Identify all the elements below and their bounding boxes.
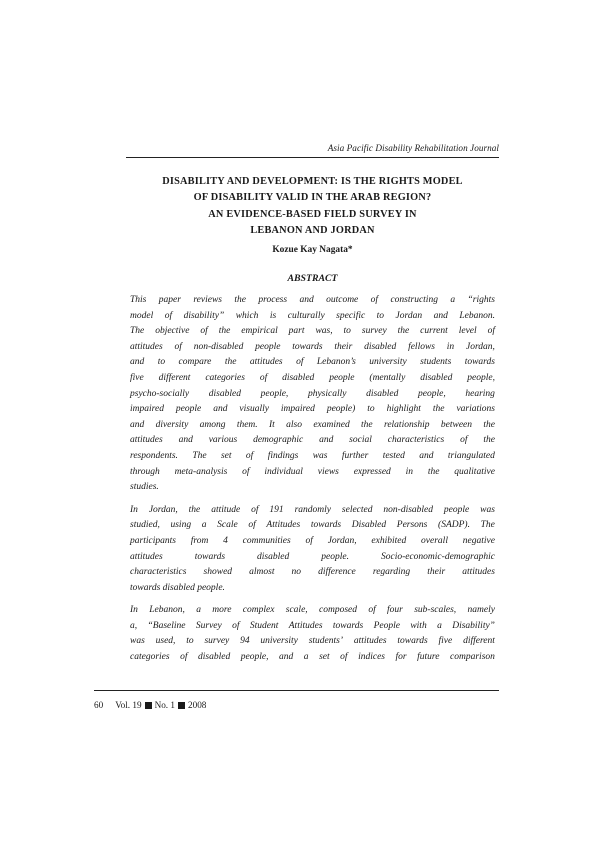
text-line: In Lebanon, a more complex scale, composed of four sub-scales, namely — [130, 605, 495, 616]
text-line: studies. — [130, 482, 159, 493]
text-line: psycho-socially disabled people, physically disabled people, hearing — [130, 388, 495, 399]
text-line: studied, using a Scale of Attitudes towards Disabled Persons (SADP). The — [130, 520, 495, 531]
text-line: characteristics showed almost no difference regarding their attitudes — [130, 567, 495, 578]
text-line: attitudes and various demographic and social characteristics of the — [130, 435, 495, 446]
issue-label: No. 1 — [154, 700, 175, 710]
header-rule — [126, 157, 499, 158]
title-line: LEBANON AND JORDAN — [250, 224, 375, 236]
year-label: 2008 — [188, 700, 207, 710]
article-title — [110, 174, 515, 239]
text-line: respondents. The set of findings was further tested and triangulated — [130, 450, 495, 461]
title-line: DISABILITY AND DEVELOPMENT: IS THE RIGHTS MODEL — [162, 176, 463, 187]
text-line: five different categories of disabled people (mentally disabled people, — [130, 372, 495, 383]
text-line: categories of disabled people, and a set of indices for future comparison — [130, 652, 495, 663]
text-line: attitudes of non-disabled people towards their disabled fellows in Jordan, — [130, 341, 495, 352]
abstract-paragraph — [130, 503, 495, 597]
text-line: This paper reviews the process and outcome of constructing a “rights — [130, 295, 495, 305]
volume-label: Vol. 19 — [115, 700, 142, 710]
journal-header: Asia Pacific Disability Rehabilitation Journal — [327, 143, 499, 153]
square-separator-icon — [178, 702, 185, 709]
text-line: through meta-analysis of individual views expressed in the qualitative — [130, 466, 495, 477]
text-line: and to compare the attitudes of Lebanon’s university students towards — [130, 357, 495, 368]
page-number: 60 — [94, 700, 104, 710]
abstract-heading: ABSTRACT — [287, 273, 338, 284]
text-line: was used, to survey 94 university students’ attitudes towards five different — [130, 636, 495, 647]
text-line: and diversity among them. It also examined the relationship between the — [130, 419, 495, 430]
title-line: AN EVIDENCE-BASED FIELD SURVEY IN — [208, 208, 417, 220]
text-line: towards disabled people. — [130, 582, 225, 593]
author-name: Kozue Kay Nagata* — [272, 245, 353, 255]
abstract-paragraph — [130, 603, 495, 665]
page-footer — [94, 700, 206, 710]
square-separator-icon — [145, 702, 152, 709]
abstract-body — [130, 293, 495, 673]
text-line: In Jordan, the attitude of 191 randomly selected non-disabled people was — [130, 504, 495, 515]
text-line: attitudes towards disabled people. Socio-economic-demographic — [130, 551, 495, 562]
text-line: a, “Baseline Survey of Student Attitudes towards People with a Disability” — [130, 620, 495, 631]
abstract-paragraph — [130, 293, 495, 496]
text-line: participants from 4 communities of Jordan, exhibited overall negative — [130, 535, 495, 546]
text-line: model of disability” which is culturally specific to Jordan and Lebanon. — [130, 310, 495, 321]
footer-rule — [94, 690, 499, 691]
text-line: impaired people and visually impaired people) to highlight the variations — [130, 404, 495, 415]
title-line: OF DISABILITY VALID IN THE ARAB REGION? — [193, 192, 432, 204]
text-line: The objective of the empirical part was, to survey the current level of — [130, 326, 495, 337]
